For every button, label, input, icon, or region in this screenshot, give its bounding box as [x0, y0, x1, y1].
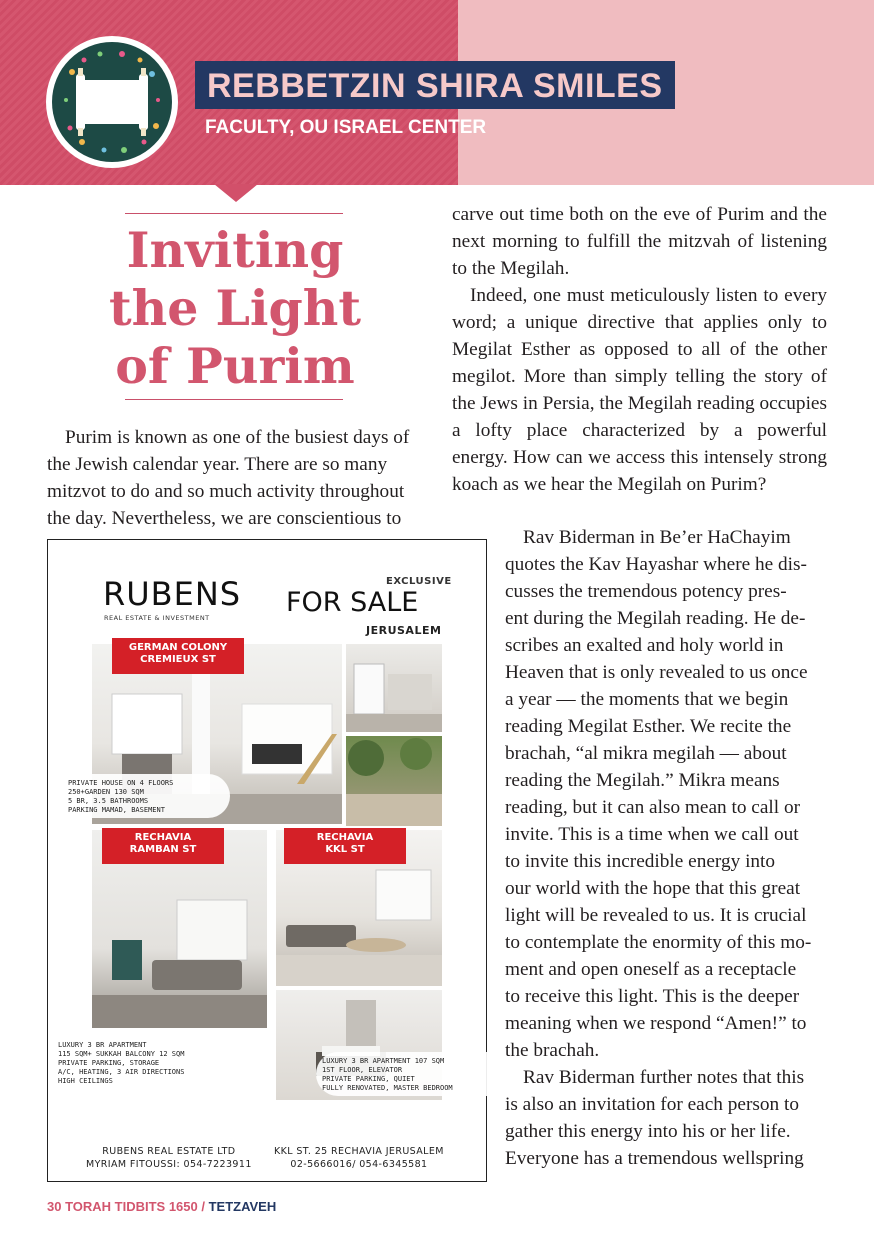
ad-exclusive-label: EXCLUSIVE — [386, 576, 452, 587]
detail-line: LUXURY 3 BR APARTMENT — [58, 1041, 147, 1049]
title-rule-top — [125, 213, 343, 214]
detail-line: LUXURY 3 BR APARTMENT 107 SQM — [322, 1057, 445, 1065]
header-pointer — [214, 184, 258, 202]
body-line: reading Megilat Esther. We recite the — [505, 716, 792, 737]
body-line: scribes an exalted and holy world in — [505, 635, 784, 656]
listing-ribbon — [284, 828, 406, 864]
ribbon-line: RECHAVIA — [316, 832, 374, 843]
body-line: ment and open oneself as a receptacle — [505, 959, 797, 980]
detail-line: PRIVATE PARKING, STORAGE — [58, 1059, 160, 1067]
contact-line: KKL ST. 25 RECHAVIA JERUSALEM — [274, 1146, 444, 1157]
ad-headline: FOR SALE — [286, 587, 419, 618]
page-footer — [47, 1199, 276, 1214]
body-line: our world with the hope that this great — [505, 878, 801, 899]
body-line: to contemplate the enormity of this mo- — [505, 932, 812, 953]
listing-photo — [346, 644, 442, 732]
body-line: to receive this light. This is the deeper — [505, 986, 800, 1007]
page-header — [0, 0, 874, 185]
ribbon-line: RAMBAN ST — [129, 844, 197, 855]
listing-details — [52, 1036, 232, 1090]
author-name: REBBETZIN SHIRA SMILES — [207, 67, 663, 105]
ribbon-line: KKL ST — [325, 844, 365, 855]
title-rule-bottom — [125, 399, 343, 400]
body-paragraph — [505, 524, 827, 1064]
detail-line: A/C, HEATING, 3 AIR DIRECTIONS — [58, 1068, 185, 1076]
body-line: reading, but it can also mean to call or — [505, 797, 801, 818]
ribbon-line: CREMIEUX ST — [140, 654, 216, 665]
body-column-left — [47, 424, 423, 532]
column-logo — [46, 36, 178, 168]
body-paragraph: carve out time both on the eve of Purim and the next morning to fulfill the mitzvah of listening to the Megilah. — [452, 204, 827, 279]
body-line: is also an invitation for each person to — [505, 1094, 799, 1115]
detail-line: PRIVATE PARKING, QUIET — [322, 1075, 415, 1083]
ad-city: JERUSALEM — [366, 624, 442, 637]
body-line: Everyone has a tremendous wellspring — [505, 1148, 804, 1169]
body-line: Rav Biderman in Be’er HaChayim — [523, 527, 791, 548]
detail-line: 1ST FLOOR, ELEVATOR — [322, 1066, 403, 1074]
author-affiliation: FACULTY, OU ISRAEL CENTER — [205, 117, 487, 138]
article-title — [80, 221, 390, 395]
detail-line: FULLY RENOVATED, MASTER BEDROOM — [322, 1084, 453, 1092]
body-column-right-top — [452, 201, 827, 498]
body-line: the brachah. — [505, 1040, 600, 1061]
detail-line: PRIVATE HOUSE ON 4 FLOORS — [68, 779, 174, 787]
real-estate-ad — [47, 539, 487, 1182]
ad-contact-right — [274, 1145, 444, 1171]
ad-contact-left — [86, 1145, 252, 1171]
megillah-scroll-icon — [52, 42, 172, 162]
body-paragraph — [505, 1064, 827, 1172]
listing-details — [316, 1052, 488, 1096]
body-line: reading the Megilah.” Mikra means — [505, 770, 780, 791]
body-line: meaning when we respond “Amen!” to — [505, 1013, 807, 1034]
footer-issue: 30 TORAH TIDBITS 1650 / — [47, 1199, 209, 1214]
contact-line: MYRIAM FITOUSSI: 054-7223911 — [86, 1159, 252, 1170]
title-line: of Purim — [115, 337, 355, 395]
body-line: cusses the tremendous potency pres- — [505, 581, 787, 602]
body-line: ent during the Megilah reading. He de- — [505, 608, 806, 629]
detail-line: 5 BR, 3.5 BATHROOMS — [68, 797, 149, 805]
body-line: invite. This is a time when we call out — [505, 824, 799, 845]
title-line: Inviting — [126, 221, 344, 279]
ad-brand-logo: RUBENS — [103, 575, 242, 613]
ad-brand-tagline: REAL ESTATE & INVESTMENT — [104, 614, 210, 622]
ribbon-line: GERMAN COLONY — [128, 642, 228, 653]
body-line: light will be revealed to us. It is crucial — [505, 905, 807, 926]
title-line: the Light — [108, 279, 362, 337]
contact-line: 02-5666016/ 054-6345581 — [290, 1159, 428, 1170]
body-column-right-bottom — [505, 524, 827, 1172]
listing-ribbon — [102, 828, 224, 864]
body-line: a year — the moments that we begin — [505, 689, 789, 710]
body-line: gather this energy into his or her life. — [505, 1121, 791, 1142]
body-line: mitzvot to do and so much activity throughout — [47, 481, 405, 502]
detail-line: PARKING MAMAD, BASEMENT — [68, 806, 165, 814]
body-line: the day. Nevertheless, we are conscientious to — [47, 508, 402, 529]
body-line: Heaven that is only revealed to us once — [505, 662, 808, 683]
listing-photo — [346, 736, 442, 826]
contact-line: RUBENS REAL ESTATE LTD — [102, 1146, 236, 1157]
ribbon-line: RECHAVIA — [134, 832, 192, 843]
body-paragraph: Indeed, one must meticulously listen to every word; a unique directive that applies only to Megilat Esther as opposed to all of the other megilot. More than simply telling the story of the Jews in Persia, the Megilah reading occupies a lofty place characterized by a powerful energy. How can we access this intensely strong koach as we hear the Megilah on Purim? — [452, 285, 827, 495]
detail-line: HIGH CEILINGS — [58, 1077, 113, 1085]
listing-ribbon — [112, 638, 244, 674]
footer-parsha: TETZAVEH — [208, 1199, 277, 1214]
body-line: to invite this incredible energy into — [505, 851, 776, 872]
body-line: quotes the Kav Hayashar where he dis- — [505, 554, 807, 575]
detail-line: 115 SQM+ SUKKAH BALCONY 12 SQM — [58, 1050, 185, 1058]
body-line: the Jewish calendar year. There are so many — [47, 454, 388, 475]
author-name-box — [195, 61, 675, 109]
body-line: Purim is known as one of the busiest days of — [65, 427, 410, 448]
listing-details — [62, 774, 230, 818]
detail-line: 250+GARDEN 130 SQM — [68, 788, 144, 796]
body-line: brachah, “al mikra megilah — about — [505, 743, 787, 764]
body-line: Rav Biderman further notes that this — [523, 1067, 805, 1088]
